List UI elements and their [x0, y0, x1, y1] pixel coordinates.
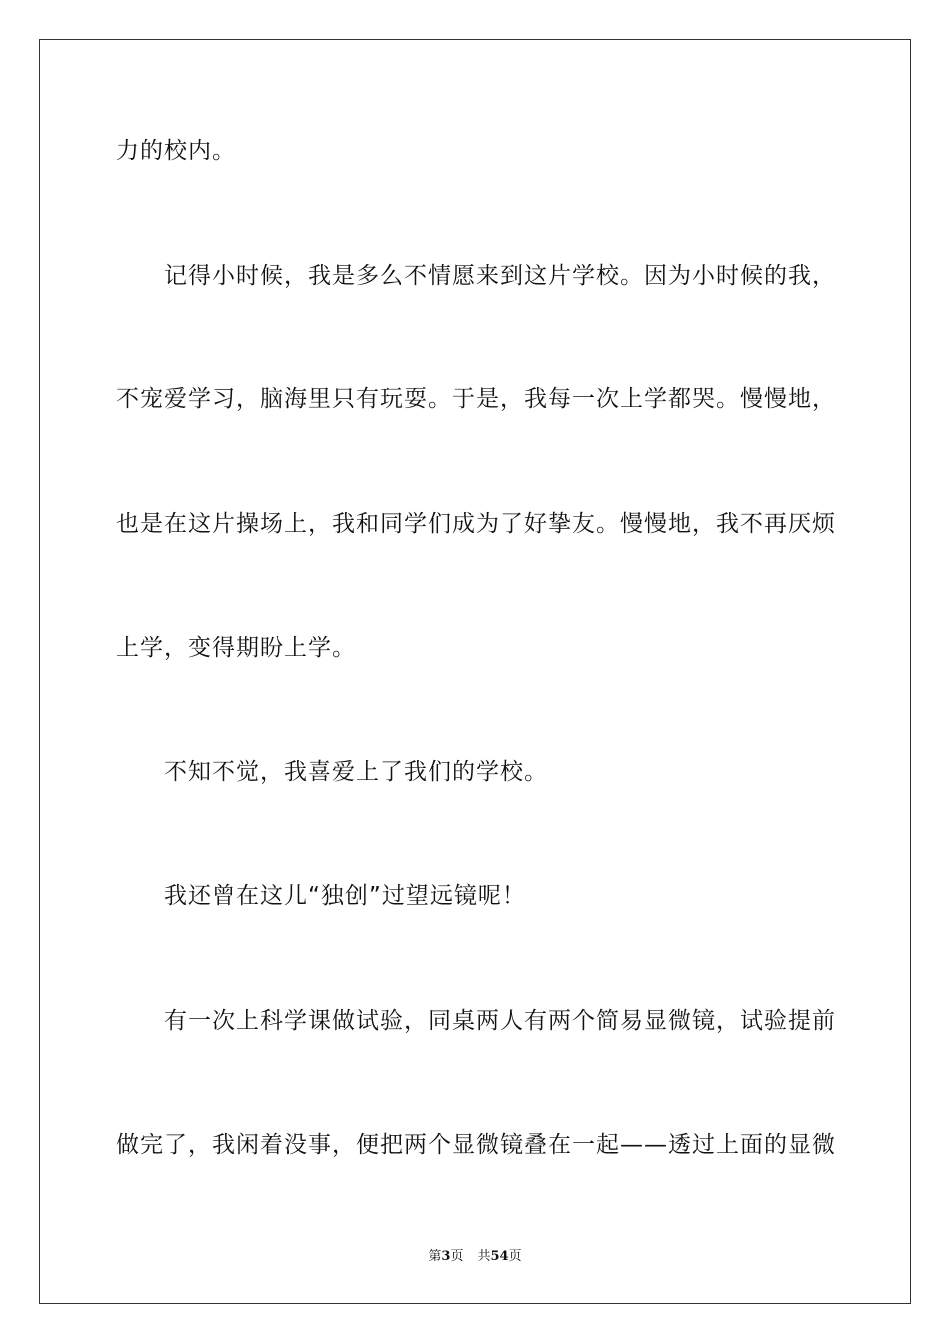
text-line-3: 不宠爱学习，脑海里只有玩耍。于是，我每一次上学都哭。慢慢地， — [116, 386, 836, 412]
text-line-8: 有一次上科学课做试验，同桌两人有两个简易显微镜，试验提前 — [164, 1008, 836, 1034]
text-line-5: 上学，变得期盼上学。 — [116, 635, 356, 661]
text-line-1: 力的校内。 — [116, 138, 236, 164]
text-line-4: 也是在这片操场上，我和同学们成为了好挚友。慢慢地，我不再厌烦 — [116, 511, 836, 537]
text-line-6: 不知不觉，我喜爱上了我们的学校。 — [164, 759, 548, 785]
footer-page-prefix: 第 — [428, 1249, 442, 1264]
footer-page-suffix: 页 — [450, 1249, 464, 1264]
text-line-9: 做完了，我闲着没事，便把两个显微镜叠在一起——透过上面的显微 — [116, 1132, 836, 1158]
page-frame — [39, 39, 911, 1304]
footer-total-suffix: 页 — [508, 1249, 522, 1264]
text-line-7: 我还曾在这儿“独创”过望远镜呢！ — [164, 883, 526, 909]
footer-total-pages: 54 — [490, 1249, 509, 1264]
page-footer — [0, 1248, 950, 1266]
text-line-2: 记得小时候，我是多么不情愿来到这片学校。因为小时候的我， — [164, 263, 836, 289]
footer-page-number: 3 — [441, 1249, 451, 1264]
footer-total-prefix: 共 — [477, 1249, 491, 1264]
